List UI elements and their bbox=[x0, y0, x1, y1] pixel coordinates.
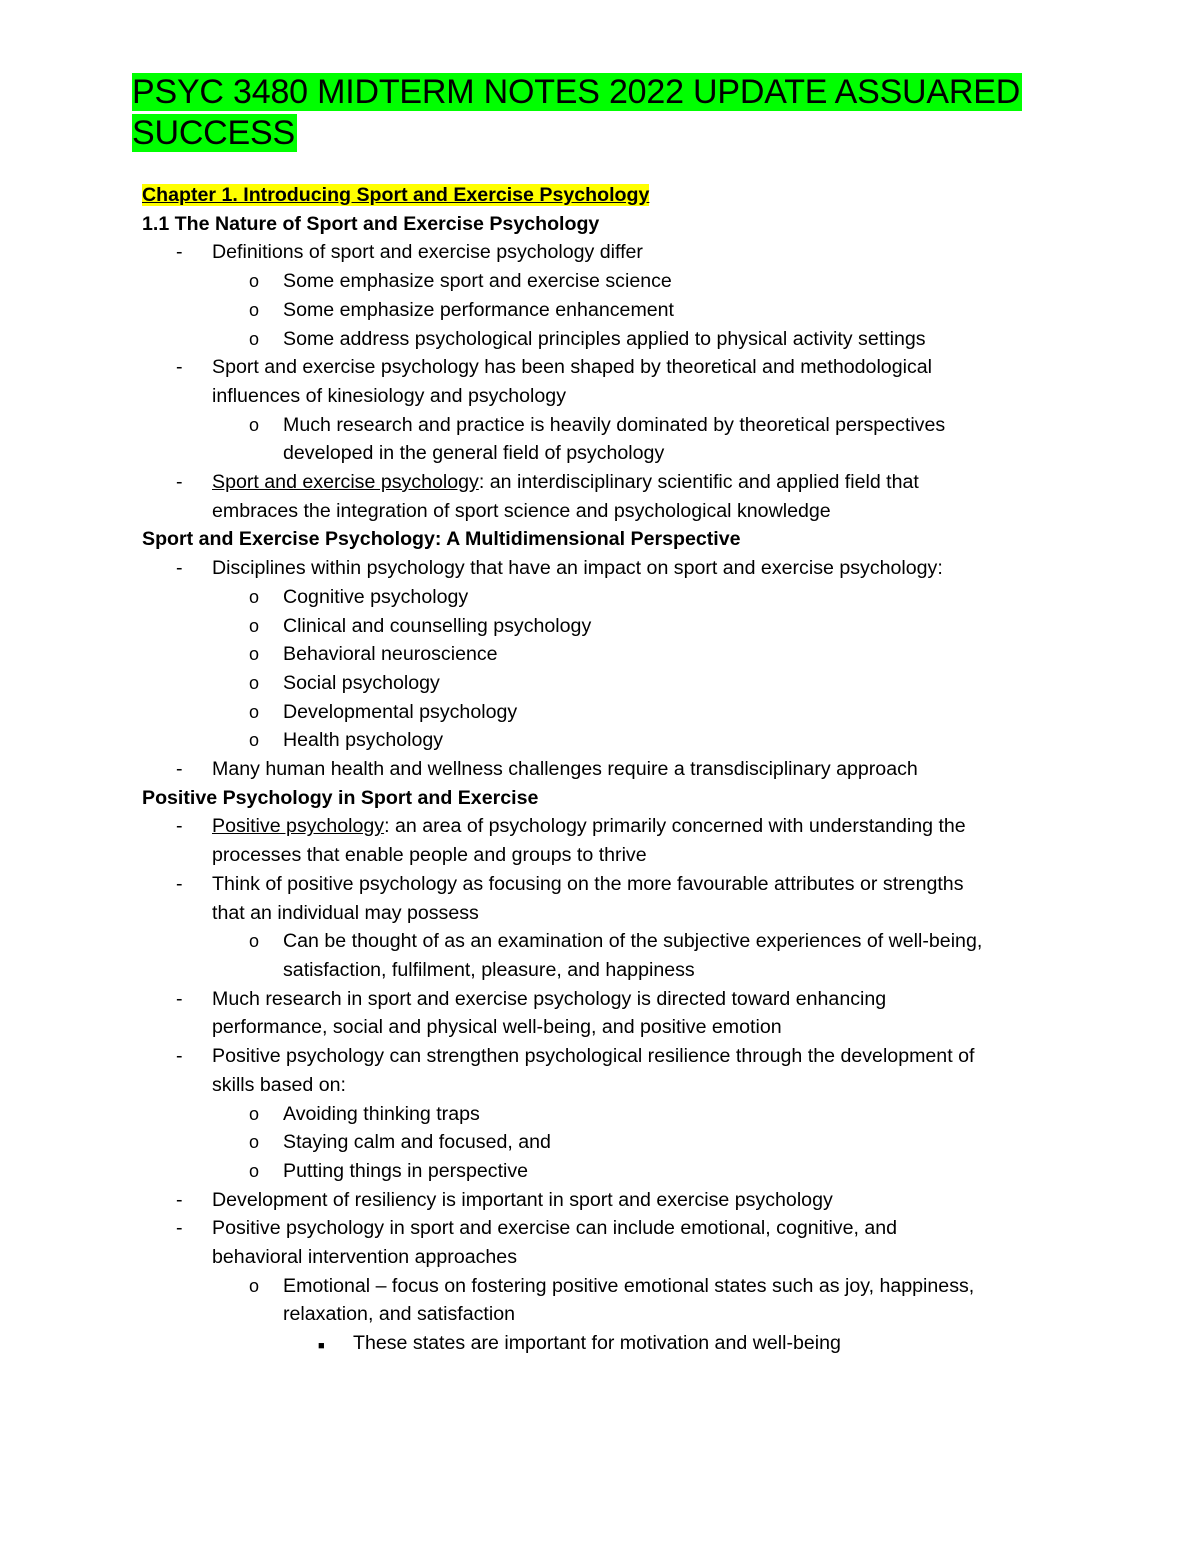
sub-list-item bbox=[142, 698, 1072, 727]
document-body bbox=[142, 181, 1072, 1358]
circle-bullet: o bbox=[249, 672, 260, 693]
dash-bullet: - bbox=[176, 557, 183, 580]
term-positive-psychology: Positive psychology bbox=[212, 815, 385, 838]
sub-list-item-text: Some address psychological principles applied to physical activity settings bbox=[283, 327, 926, 350]
term-sport-exercise-psychology: Sport and exercise psychology bbox=[212, 471, 479, 494]
dash-bullet: - bbox=[176, 241, 183, 264]
dash-bullet: - bbox=[176, 1045, 183, 1068]
list-item bbox=[142, 985, 1072, 1042]
section-heading-positive-psychology: Positive Psychology in Sport and Exercise bbox=[142, 786, 539, 809]
sub-list-item-text: Some emphasize performance enhancement bbox=[283, 298, 675, 321]
list-item bbox=[142, 812, 1072, 869]
section-heading-1-1: 1.1 The Nature of Sport and Exercise Psychology bbox=[142, 212, 600, 235]
section-heading-multidimensional: Sport and Exercise Psychology: A Multidimensional Perspective bbox=[142, 528, 741, 551]
square-bullet: ■ bbox=[318, 1340, 325, 1353]
sub-list-item-text: Putting things in perspective bbox=[283, 1159, 529, 1182]
list-item bbox=[142, 1186, 1072, 1215]
list-item-text bbox=[212, 468, 1072, 497]
list-item-text: Definitions of sport and exercise psychology differ bbox=[212, 241, 643, 264]
circle-bullet: o bbox=[249, 1275, 260, 1296]
list-item-text: Many human health and wellness challenges require a transdisciplinary approach bbox=[212, 758, 918, 781]
list-item-text-continued: skills based on: bbox=[212, 1073, 346, 1096]
list-item-text: Think of positive psychology as focusing on the more favourable attributes or strengths bbox=[212, 872, 964, 895]
definition-text: : an interdisciplinary scientific and applied field that bbox=[478, 471, 919, 494]
sub-list-item-text: Emotional – focus on fostering positive emotional states such as joy, happiness, bbox=[283, 1274, 975, 1297]
circle-bullet: o bbox=[249, 299, 260, 320]
list-item-text-continued: that an individual may possess bbox=[212, 901, 479, 924]
sub-list-item bbox=[142, 325, 1072, 354]
sub-list-item-text: Avoiding thinking traps bbox=[283, 1102, 480, 1125]
list-item-text bbox=[212, 812, 1072, 841]
sub-list-item bbox=[142, 267, 1072, 296]
circle-bullet: o bbox=[249, 644, 260, 665]
list-item bbox=[142, 554, 1072, 583]
dash-bullet: - bbox=[176, 356, 183, 379]
list-item bbox=[142, 1214, 1072, 1271]
sub-list-item bbox=[142, 1157, 1072, 1186]
circle-bullet: o bbox=[249, 730, 260, 751]
sub-list-item-text-continued: relaxation, and satisfaction bbox=[283, 1303, 515, 1326]
list-item-text: Much research in sport and exercise psychology is directed toward enhancing bbox=[212, 987, 887, 1010]
sub-list-item bbox=[142, 1100, 1072, 1129]
circle-bullet: o bbox=[249, 615, 260, 636]
circle-bullet: o bbox=[249, 931, 260, 952]
sub-list-item-text: Developmental psychology bbox=[283, 700, 518, 723]
circle-bullet: o bbox=[249, 1103, 260, 1124]
dash-bullet: - bbox=[176, 1188, 183, 1211]
sub-list-item-text: Health psychology bbox=[283, 729, 444, 752]
sub-list-item-text: Much research and practice is heavily dominated by theoretical perspectives bbox=[283, 413, 946, 436]
sub-list-item bbox=[142, 927, 1072, 984]
circle-bullet: o bbox=[249, 328, 260, 349]
circle-bullet: o bbox=[249, 1160, 260, 1181]
list-item bbox=[142, 353, 1072, 410]
sub-list-item-text: Some emphasize sport and exercise science bbox=[283, 270, 672, 293]
list-item-text-continued: embraces the integration of sport science and psychological knowledge bbox=[212, 499, 831, 522]
sub-list-item-text-continued: satisfaction, fulfilment, pleasure, and happiness bbox=[283, 958, 695, 981]
sub-list-item bbox=[142, 726, 1072, 755]
sub-list-item-text-continued: developed in the general field of psychology bbox=[283, 442, 665, 465]
circle-bullet: o bbox=[249, 1132, 260, 1153]
sub-list-item-text: Can be thought of as an examination of the subjective experiences of well-being, bbox=[283, 930, 983, 953]
list-item-text: Disciplines within psychology that have an impact on sport and exercise psychology: bbox=[212, 557, 943, 580]
title-line-1: PSYC 3480 MIDTERM NOTES 2022 UPDATE ASSUARED bbox=[132, 73, 1021, 111]
dash-bullet: - bbox=[176, 471, 183, 494]
document-title bbox=[132, 72, 1082, 154]
list-item-text: Development of resiliency is important in sport and exercise psychology bbox=[212, 1188, 833, 1211]
dash-bullet: - bbox=[176, 872, 183, 895]
sub-list-item-text: Behavioral neuroscience bbox=[283, 643, 498, 666]
definition-text: : an area of psychology primarily concerned with understanding the bbox=[384, 815, 966, 838]
list-item-text: Positive psychology in sport and exercise can include emotional, cognitive, and bbox=[212, 1217, 898, 1240]
dash-bullet: - bbox=[176, 987, 183, 1010]
circle-bullet: o bbox=[249, 271, 260, 292]
sub-sub-list-item bbox=[142, 1329, 1072, 1358]
list-item bbox=[142, 238, 1072, 267]
sub-list-item-text: Social psychology bbox=[283, 671, 440, 694]
chapter-heading-text: Chapter 1. Introducing Sport and Exercise Psychology bbox=[142, 184, 650, 206]
list-item bbox=[142, 1042, 1072, 1099]
list-item-text: Positive psychology can strengthen psychological resilience through the development of bbox=[212, 1045, 975, 1068]
sub-list-item bbox=[142, 612, 1072, 641]
list-item-text: Sport and exercise psychology has been shaped by theoretical and methodological bbox=[212, 356, 932, 379]
dash-bullet: - bbox=[176, 815, 183, 838]
list-item bbox=[142, 870, 1072, 927]
list-item-text-continued: processes that enable people and groups to thrive bbox=[212, 844, 647, 867]
list-item-text-continued: influences of kinesiology and psychology bbox=[212, 384, 566, 407]
sub-list-item bbox=[142, 1272, 1072, 1329]
dash-bullet: - bbox=[176, 1217, 183, 1240]
sub-list-item bbox=[142, 640, 1072, 669]
sub-list-item-text: Staying calm and focused, and bbox=[283, 1131, 551, 1154]
list-item-text-continued: performance, social and physical well-being, and positive emotion bbox=[212, 1016, 782, 1039]
sub-list-item-text: Clinical and counselling psychology bbox=[283, 614, 592, 637]
sub-sub-list-item-text: These states are important for motivation and well-being bbox=[353, 1332, 841, 1355]
circle-bullet: o bbox=[249, 414, 260, 435]
sub-list-item bbox=[142, 669, 1072, 698]
circle-bullet: o bbox=[249, 701, 260, 722]
sub-list-item bbox=[142, 583, 1072, 612]
sub-list-item-text: Cognitive psychology bbox=[283, 585, 469, 608]
dash-bullet: - bbox=[176, 758, 183, 781]
sub-list-item bbox=[142, 411, 1072, 468]
sub-list-item bbox=[142, 1128, 1072, 1157]
chapter-heading bbox=[142, 181, 1072, 210]
list-item-text-continued: behavioral intervention approaches bbox=[212, 1246, 517, 1269]
sub-list-item bbox=[142, 296, 1072, 325]
list-item bbox=[142, 755, 1072, 784]
list-item bbox=[142, 468, 1072, 525]
title-line-2: SUCCESS bbox=[132, 114, 295, 152]
circle-bullet: o bbox=[249, 586, 260, 607]
